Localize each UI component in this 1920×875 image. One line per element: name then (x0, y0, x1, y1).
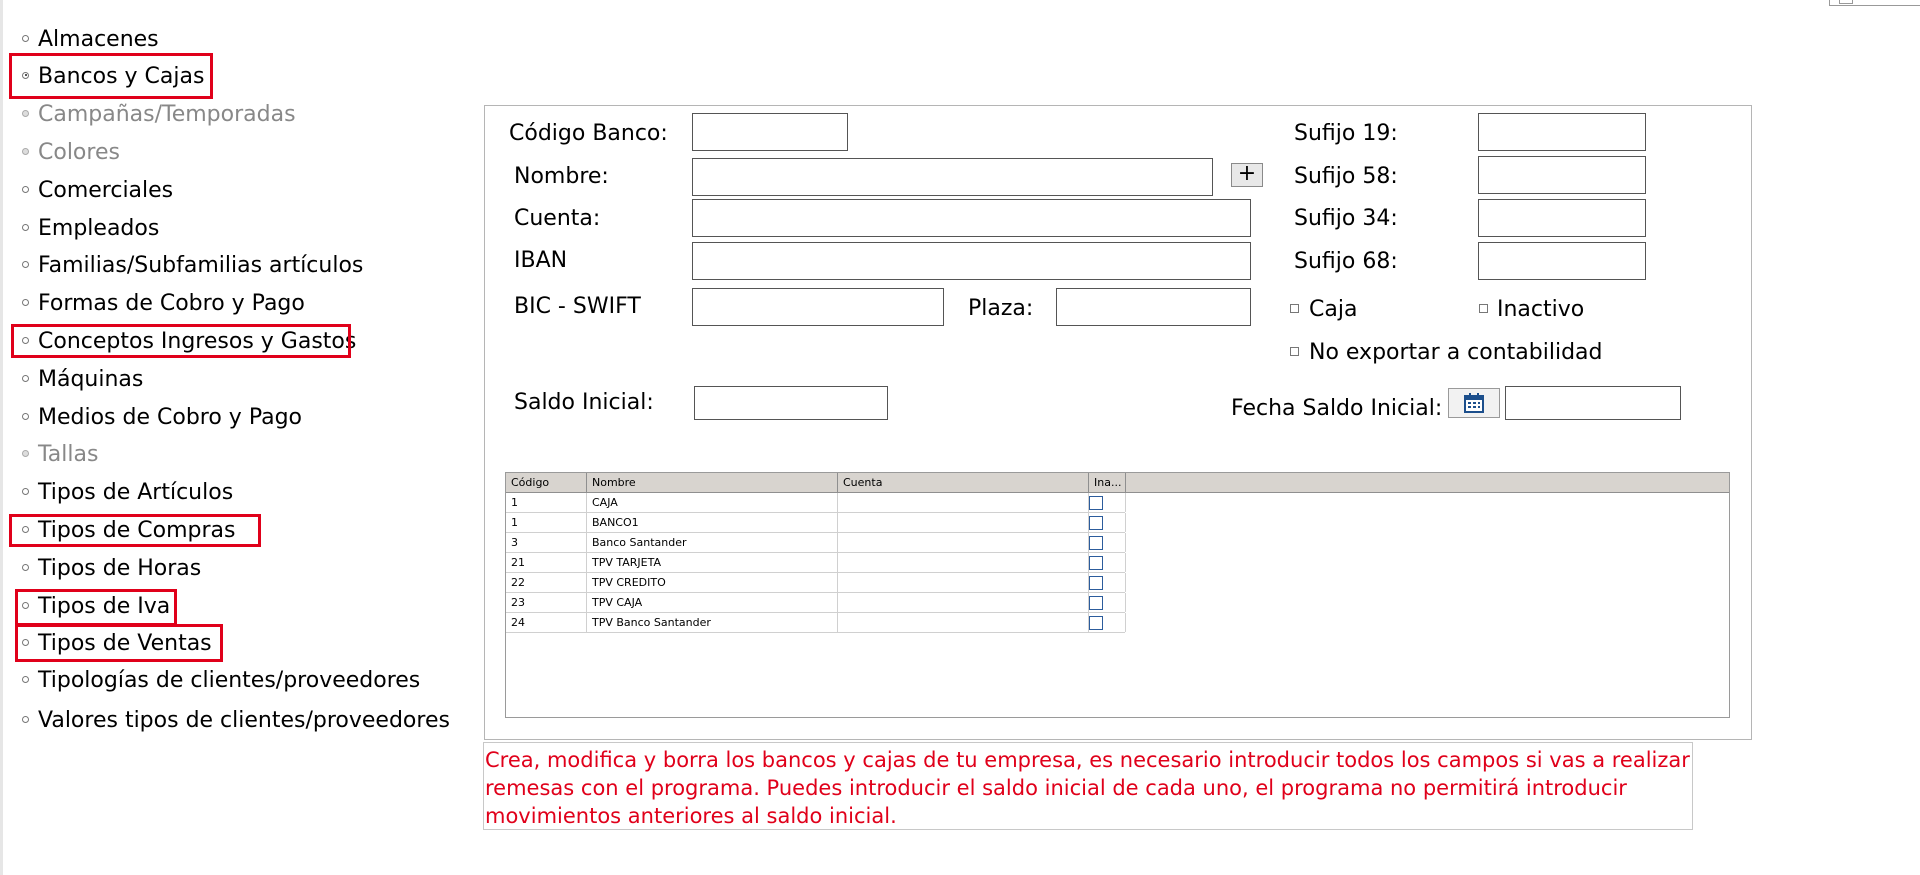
radio-label: Almacenes (38, 26, 159, 52)
radio-label: Empleados (38, 215, 160, 241)
radio-label: Tipos de Ventas (38, 630, 212, 656)
radio-option-tallas[interactable] (22, 439, 98, 469)
inactivo-row-checkbox[interactable] (1089, 496, 1103, 510)
highlight-box (9, 53, 213, 99)
radio-button[interactable] (22, 186, 29, 193)
cell-codigo: 21 (506, 553, 587, 572)
no-exportar-checkbox[interactable] (1290, 347, 1299, 356)
radio-option-almacenes[interactable] (22, 24, 159, 54)
radio-label: Campañas/Temporadas (38, 101, 296, 127)
codigo-banco-label: Código Banco: (509, 121, 668, 146)
caja-checkbox[interactable] (1290, 304, 1299, 313)
cell-codigo: 22 (506, 573, 587, 592)
fecha-saldo-inicial-input[interactable] (1505, 386, 1681, 420)
radio-label: Bancos y Cajas (38, 63, 205, 89)
no-exportar-label: No exportar a contabilidad (1309, 340, 1603, 365)
add-nombre-button[interactable]: + (1231, 163, 1263, 187)
radio-option-colores[interactable] (22, 137, 120, 167)
radio-button[interactable] (22, 148, 29, 155)
sufijo-58-label: Sufijo 58: (1294, 164, 1398, 189)
radio-button[interactable] (22, 413, 29, 420)
cell-nombre: Banco Santander (587, 533, 838, 552)
radio-label: Medios de Cobro y Pago (38, 404, 302, 430)
radio-button[interactable] (22, 110, 29, 117)
radio-label: Tipos de Compras (38, 517, 236, 543)
sufijo-34-label: Sufijo 34: (1294, 206, 1398, 231)
column-header-inactivo[interactable]: Ina... (1089, 473, 1126, 492)
highlight-box (15, 624, 223, 662)
cell-cuenta (838, 493, 1089, 512)
radio-label: Comerciales (38, 177, 174, 203)
banks-grid (505, 472, 1730, 718)
highlight-box (15, 589, 177, 626)
sufijo-34-input[interactable] (1478, 199, 1646, 237)
saldo-inicial-input[interactable] (694, 386, 888, 420)
table-row[interactable] (506, 613, 1125, 633)
cell-nombre: TPV TARJETA (587, 553, 838, 572)
radio-option-tipolog-as-de-clientes-proveedores[interactable] (22, 665, 420, 695)
radio-option-valores-tipos-de-clientes-proveedores[interactable] (22, 705, 450, 735)
bic-swift-label: BIC - SWIFT (514, 294, 641, 319)
inactivo-row-checkbox[interactable] (1089, 536, 1103, 550)
radio-label: Colores (38, 139, 120, 165)
radio-button[interactable] (22, 564, 29, 571)
cell-nombre: BANCO1 (587, 513, 838, 532)
inactivo-row-checkbox[interactable] (1089, 596, 1103, 610)
table-row[interactable] (506, 513, 1125, 533)
bic-swift-input[interactable] (692, 288, 944, 326)
cell-cuenta (838, 593, 1089, 612)
cell-codigo: 1 (506, 493, 587, 512)
cell-nombre: CAJA (587, 493, 838, 512)
column-header-codigo[interactable]: Código (506, 473, 587, 492)
nombre-label: Nombre: (514, 164, 609, 189)
radio-option-medios-de-cobro-y-pago[interactable] (22, 402, 302, 432)
radio-button[interactable] (22, 375, 29, 382)
plaza-label: Plaza: (968, 296, 1034, 321)
cell-cuenta (838, 513, 1089, 532)
cell-codigo: 23 (506, 593, 587, 612)
radio-option-m-quinas[interactable] (22, 364, 143, 394)
radio-label: Tipologías de clientes/proveedores (38, 667, 421, 693)
radio-option-tipos-de-art-culos[interactable] (22, 477, 233, 507)
inactivo-label: Inactivo (1497, 297, 1585, 322)
cell-codigo: 24 (506, 613, 587, 632)
radio-label: Tallas (38, 441, 99, 467)
radio-label: Conceptos Ingresos y Gastos (38, 328, 357, 354)
radio-label: Tipos de Iva (38, 593, 171, 619)
radio-option-empleados[interactable] (22, 213, 159, 243)
table-row[interactable] (506, 533, 1125, 553)
radio-button[interactable] (22, 224, 29, 231)
cell-cuenta (838, 573, 1089, 592)
radio-label: Familias/Subfamilias artículos (38, 252, 364, 278)
sufijo-68-label: Sufijo 68: (1294, 249, 1398, 274)
cell-cuenta (838, 553, 1089, 572)
inactivo-row-checkbox[interactable] (1089, 516, 1103, 530)
highlight-box (9, 514, 261, 547)
cell-cuenta (838, 533, 1089, 552)
radio-button[interactable] (22, 35, 29, 42)
radio-label: Tipos de Artículos (38, 479, 234, 505)
sufijo-68-input[interactable] (1478, 242, 1646, 280)
radio-option-tipos-de-horas[interactable] (22, 553, 201, 583)
radio-button[interactable] (22, 676, 29, 683)
cell-cuenta (838, 613, 1089, 632)
radio-option-familias-subfamilias-art-culos[interactable] (22, 250, 363, 280)
radio-button[interactable] (22, 299, 29, 306)
radio-label: Formas de Cobro y Pago (38, 290, 305, 316)
cell-nombre: TPV Banco Santander (587, 613, 838, 632)
sufijo-19-label: Sufijo 19: (1294, 121, 1398, 146)
cell-nombre: TPV CREDITO (587, 573, 838, 592)
iban-label: IBAN (514, 248, 568, 273)
calendar-icon (1463, 392, 1485, 414)
column-header-nombre[interactable]: Nombre (587, 473, 838, 492)
radio-option-comerciales[interactable] (22, 175, 173, 205)
radio-label: Valores tipos de clientes/proveedores (38, 707, 450, 733)
sufijo-19-input[interactable] (1478, 113, 1646, 151)
radio-button[interactable] (22, 450, 29, 457)
cell-codigo: 1 (506, 513, 587, 532)
plaza-input[interactable] (1056, 288, 1251, 326)
grid-header (506, 473, 1729, 493)
help-text-box (483, 742, 1693, 830)
table-row[interactable] (506, 573, 1125, 593)
calendar-button[interactable] (1448, 388, 1500, 418)
codigo-banco-input[interactable] (692, 113, 848, 151)
window-left-edge (0, 0, 3, 875)
inactivo-row-checkbox[interactable] (1089, 576, 1103, 590)
table-row[interactable] (506, 493, 1125, 513)
table-row[interactable] (506, 593, 1125, 613)
table-row[interactable] (506, 553, 1125, 573)
iban-input[interactable] (692, 242, 1251, 280)
cuenta-input[interactable] (692, 199, 1251, 237)
cell-codigo: 3 (506, 533, 587, 552)
saldo-inicial-label: Saldo Inicial: (514, 390, 654, 415)
radio-button[interactable] (22, 716, 29, 723)
radio-label: Tipos de Horas (38, 555, 202, 581)
inactivo-row-checkbox[interactable] (1089, 616, 1103, 630)
help-text: Crea, modifica y borra los bancos y cajas de tu empresa, es necesario introducir todos los campos si vas a realizar remesas con el programa. Puedes introducir el saldo inicial de cada uno, el programa no permitirá introducir movimientos anteriores al saldo inicial. (485, 748, 1690, 828)
top-right-small-control[interactable] (1839, 0, 1853, 4)
radio-option-campa-as-temporadas[interactable] (22, 99, 296, 129)
radio-option-formas-de-cobro-y-pago[interactable] (22, 288, 305, 318)
fecha-saldo-inicial-label: Fecha Saldo Inicial: (1231, 396, 1443, 421)
cell-nombre: TPV CAJA (587, 593, 838, 612)
radio-button[interactable] (22, 488, 29, 495)
radio-button[interactable] (22, 261, 29, 268)
caja-label: Caja (1309, 297, 1358, 322)
nombre-input[interactable] (692, 158, 1213, 196)
sufijo-58-input[interactable] (1478, 156, 1646, 194)
inactivo-row-checkbox[interactable] (1089, 556, 1103, 570)
radio-label: Máquinas (38, 366, 144, 392)
highlight-box (11, 324, 351, 358)
cuenta-label: Cuenta: (514, 206, 601, 231)
inactivo-checkbox[interactable] (1479, 304, 1488, 313)
column-header-cuenta[interactable]: Cuenta (838, 473, 1089, 492)
